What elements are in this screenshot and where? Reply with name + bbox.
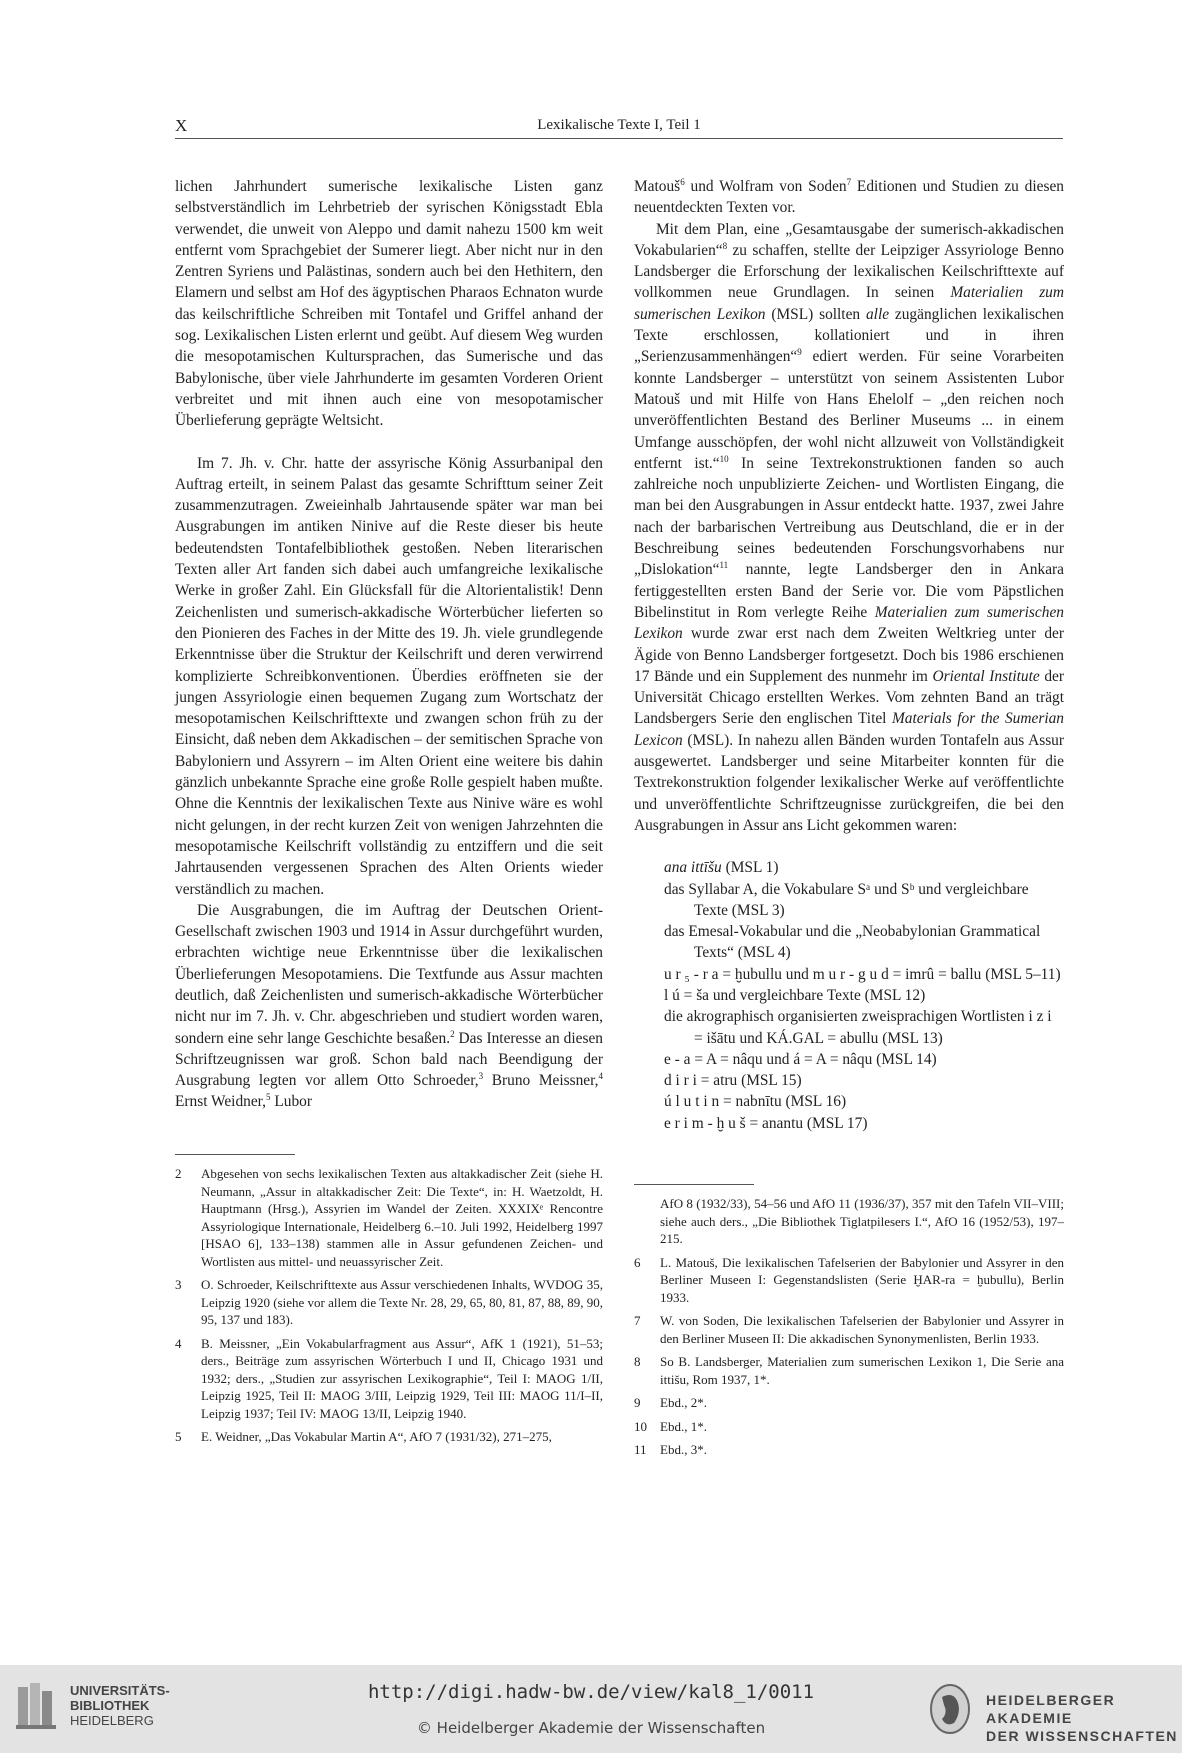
footnote	[175, 1335, 603, 1423]
footnote	[175, 1276, 603, 1329]
footnote-rule	[175, 1154, 295, 1155]
footnote-number: 2	[175, 1166, 182, 1181]
footnote-ref[interactable]: 5	[266, 1092, 271, 1103]
list-item: die akrographisch organisierten zweisprachigen Wortlisten i z i = išātu und KÁ.GAL = abullu (MSL 13)	[664, 1008, 1052, 1047]
footnote	[634, 1418, 1064, 1436]
right-column	[634, 176, 1064, 1134]
footnotes-left	[175, 1140, 603, 1452]
left-column	[175, 176, 603, 1113]
footnote-ref[interactable]: 4	[598, 1071, 603, 1082]
footnote-number: 11	[634, 1442, 647, 1457]
academy-logo-icon	[928, 1683, 972, 1735]
footnote-number: 10	[634, 1418, 647, 1434]
footnote	[175, 1428, 603, 1446]
footnote-ref[interactable]: 9	[797, 347, 802, 358]
academy-name: HEIDELBERGER AKADEMIE DER WISSENSCHAFTEN	[986, 1692, 1178, 1744]
footnote-ref[interactable]: 10	[719, 453, 729, 464]
paragraph: Im 7. Jh. v. Chr. hatte der assyrische König Assurbanipal den Auftrag erteilt, in seinem Palast das gesamte Schrifttum seiner Zeit zusammenzutragen. Zweieinhalb Jahrtausende später war man bei Ausgrabungen im antiken Ninive auf die Reste dieser bis heute bedeutendsten Tontafelbibliothek gestoßen. Neben literarischen Texten aller Art fanden sich dabei auch umfangreiche lexikalische Werke in großer Zahl. Ein Glücksfall für die Altorientalistik! Denn Zeichenlisten und sumerisch-akkadische Wörterbücher lieferten so den Pionieren des Faches in der Mitte des 19. Jh. viele grundlegende Erkenntnisse über die Struktur der Keilschrift und deren verwirrend komplizierte Schreibkonventionen. Überdies eröffneten sie der jungen Assyriologie einen bequemen Zugang zum Wortschatz der mesopotamischen Keilschrifttexte und zwangen schon früh zu der Einsicht, daß neben dem Akkadischen – der semitischen Sprache von Babyloniern und Assyrern – im Alten Orient eine weitere bis dahin gänzlich unbekannte Sprache eine große Rolle gespielt haben mußte. Ohne die Kenntnis der lexikalischen Texte aus Ninive wäre es wohl nicht gelungen, in der recht kurzen Zeit von wenigen Jahrzehnten die mesopotamische Keilschrift vollständig zu entziffern und die seit Jahrtausenden vergessenen Sprachen des Alten Orients wieder verständlich zu machen.	[175, 454, 603, 898]
footnote-text: Ebd., 3*.	[660, 1442, 707, 1457]
paragraph: Die Ausgrabungen, die im Auftrag der Deutschen Orient-Gesellschaft zwischen 1903 und 1914 in Assur durchgeführt wurden, erbrachten wichtige neue Erkenntnisse über die lexikalischen Überlieferungen Mesopotamiens. Die Textfunde aus Assur machten deutlich, daß Zeichenlisten und sumerisch-akkadische Wörterbücher nicht nur im 7. Jh. v. Chr. abgeschrieben und studiert worden waren, sondern eine sehr lange Geschichte besaßen.$^2$ Das Interesse an diesen Schriftzeugnissen war groß. Schon bald nach Beendigung der Ausgrabung legten vor allem Otto Schroeder,$^3$ Bruno Meissner,$^4$ Ernst Weidner,$^5$ Lubor	[175, 901, 603, 1111]
footnote-number	[634, 1195, 660, 1248]
footnote-text: O. Schroeder, Keilschrifttexte aus Assur verschiedenen Inhalts, WVDOG 35, Leipzig 1920 (siehe vor allem die Texte Nr. 28, 29, 65, 80, 81, 87, 88, 89, 90, 95, 137 und 183).	[201, 1277, 603, 1327]
university-library-name: UNIVERSITÄTS- BIBLIOTHEK HEIDELBERG	[70, 1683, 170, 1728]
footnote-ref[interactable]: 6	[680, 176, 685, 187]
paragraph: Mit dem Plan, eine „Gesamtausgabe der sumerisch-akkadischen Vokabularien“$^8$ zu schaffen, stellte der Leipziger Assyriologe Benno Landsberger die Erforschung der lexikalischen Keilschrifttexte auf vollkommen neue Grundlagen. In seinen Materialien zum sumerischen Lexikon (MSL) sollten alle zugänglichen lexikalischen Texte erschlossen, kollationiert und in ihren „Serienzusammenhängen“$^9$ ediert werden. Für seine Vorarbeiten konnte Landsberger – unterstützt von seinem Assistenten Lubor Matouš und mit Hilfe von Hans Ehelolf – „den reichen noch unveröffentlichten Bestand des Berliner Museums ... in einem Umfange ausschöpfen, der wohl nicht allzuweit von Vollständigkeit entfernt ist.“$^{10}$ In seine Textrekonstruktionen fanden so auch zahlreiche noch unpublizierte Zeichen- und Wortlisten Eingang, die man bei den Ausgrabungen in Assur entdeckt hatte. 1937, zwei Jahre nach der barbarischen Vertreibung aus Deutschland, die er in der Beschreibung seines bedeutenden Forschungsvorhabens nur „Dislokation“$^{11}$ nannte, legte Landsberger den in Ankara fertiggestellten ersten Band der Serie vor. Die vom Päpstlichen Bibelinstitut in Rom verlegte Reihe Materialien zum sumerischen Lexikon wurde zwar erst nach dem Zweiten Weltkrieg unter der Ägide von Benno Landsberger fortgesetzt. Doch bis 1986 erschienen 17 Bände und ein Supplement des nunmehr im Oriental Institute der Universität Chicago erstellten Werkes. Vom zehnten Band an trägt Landsbergers Serie den englischen Titel Materials for the Sumerian Lexicon (MSL). In nahezu allen Bänden wurden Tontafeln aus Assur ausgewertet. Landsberger und seine Mitarbeiter konnten für die Textrekonstruktion folgender lexikalischer Werke auf veröffentlichte und unveröffentlichte Schriftzeugnisse zurückgreifen, die bei den Ausgrabungen in Assur ans Licht gekommen waren:	[634, 220, 1064, 834]
footnote-text: Abgesehen von sechs lexikalischen Texten aus altakkadischer Zeit (siehe H. Neumann, „Assur in altakkadischer Zeit: Die Texte“, in: H. Waetzoldt, H. Hauptmann (Hrsg.), Assyrien im Wandel der Zeiten. XXXIXᵉ Rencontre Assyriologique Internationale, Heidelberg 6.–10. Juli 1992, Heidelberg 1997 [HSAO 6], 133–138) stammen alle in Assur gefundenen Zeichen- und Wortlisten aus mittel- und neuassyrischer Zeit.	[201, 1166, 603, 1269]
footnote-ref[interactable]: 8	[722, 240, 728, 251]
list-item: e - a = A = nâqu und á = A = nâqu (MSL 14)	[664, 1050, 937, 1068]
list-item: das Syllabar A, die Vokabulare Sᵃ und Sᵇ und vergleichbare Texte (MSL 3)	[664, 880, 1029, 919]
paragraph: Matouš$^6$ und Wolfram von Soden$^7$ Editionen und Studien zu diesen neuentdeckten Texten vor.	[634, 176, 1064, 217]
footnote	[634, 1353, 1064, 1388]
footnote-text: AfO 8 (1932/33), 54–56 und AfO 11 (1936/37), 357 mit den Tafeln VII–VIII; siehe auch ders., „Die Bibliothek Tiglatpilesers I.“, AfO 16 (1952/53), 197–215.	[660, 1196, 1064, 1246]
permalink-url[interactable]: http://digi.hadw-bw.de/view/kal8_1/0011	[367, 1681, 815, 1703]
list-item: ana ittīšu (MSL 1)	[664, 859, 779, 877]
list-item: ú l u t i n = nabnītu (MSL 16)	[664, 1093, 847, 1111]
page-number: X	[175, 116, 188, 135]
paragraph: lichen Jahrhundert sumerische lexikalische Listen ganz selbstverständlich im Lehrbetrieb der syrischen Königsstadt Ebla verwendet, die unweit von Aleppo und damit nahezu 1500 km weit entfernt vom Sprachgebiet der Sumerer liegt. Aber nicht nur in den Zentren Syriens und Palästinas, sondern auch bei den Hethitern, den Elamern und selbst am Hof des ägyptischen Pharaos Echnaton wurde das keilschriftliche Schreiben mit Tontafel und Griffel anhand der sog. Lexikalischen Listen erlernt und geübt. Auf diesem Weg wurden die mesopotamischen Kultursprachen, das Sumerische und das Babylonische, über viele Jahrhunderte im gesamten Vorderen Orient verbreitet und mit ihnen auch eine von mesopotamischer Überlieferung geprägte Weltsicht.	[175, 178, 603, 430]
running-header	[175, 114, 1063, 139]
footnote	[634, 1195, 1064, 1248]
footnote-text: E. Weidner, „Das Vokabular Martin A“, AfO 7 (1931/32), 271–275,	[201, 1429, 552, 1444]
copyright-notice: © Heidelberger Akademie der Wissenschaften	[416, 1719, 766, 1737]
footnote-number: 5	[175, 1429, 182, 1444]
footnote-number: 7	[634, 1313, 641, 1328]
footnote-number: 4	[175, 1335, 182, 1351]
running-title: Lexikalische Texte I, Teil 1	[537, 117, 701, 133]
footnote-ref[interactable]: 2	[450, 1028, 455, 1039]
list-item: d i r i = atru (MSL 15)	[664, 1072, 802, 1090]
footnote-ref[interactable]: 3	[478, 1071, 484, 1082]
footnote-text: So B. Landsberger, Materialien zum sumerischen Lexikon 1, Die Serie ana ittišu, Rom 1937, 1*.	[660, 1354, 1064, 1387]
footnote-text: B. Meissner, „Ein Vokabularfragment aus Assur“, AfK 1 (1921), 51–53; ders., Beiträge zum assyrischen Wörterbuch I und II, Chicago 1931 und 1932; ders., „Studien zur assyrischen Lexikographie“, Teil I: MAOG 1/II, Leipzig 1925, Teil II: MAOG 3/III, Leipzig 1929, Teil III: MAOG 11/I–II, Leipzig 1937; Teil IV: MAOG 13/II, Leipzig 1940.	[201, 1335, 603, 1421]
footnote-text: W. von Soden, Die lexikalischen Tafelserien der Babylonier und Assyrer in den Berliner Museen II: Die akkadischen Synonymenlisten, Berlin 1933.	[660, 1313, 1064, 1346]
lexical-works-list	[664, 857, 1064, 1134]
footnote-text: Ebd., 2*.	[660, 1395, 707, 1410]
footnote	[634, 1441, 1064, 1459]
list-item: das Emesal-Vokabular und die „Neobabylonian Grammatical Texts“ (MSL 4)	[664, 923, 1041, 962]
footnote-number: 8	[634, 1354, 641, 1369]
footnote-number: 6	[634, 1254, 641, 1270]
footnote-rule	[634, 1184, 754, 1185]
footnote	[634, 1394, 1064, 1412]
footnote	[634, 1312, 1064, 1347]
footnote-number: 9	[634, 1395, 641, 1410]
list-item: e r i m - ḫ u š = anantu (MSL 17)	[664, 1114, 868, 1132]
list-item: l ú = ša und vergleichbare Texte (MSL 12)	[664, 986, 926, 1004]
library-footer	[0, 1665, 1182, 1753]
footnote-ref[interactable]: 7	[846, 176, 852, 187]
footnote	[175, 1165, 603, 1270]
footnote-text: Ebd., 1*.	[660, 1418, 707, 1434]
list-item: u r ₅ - r a = ḫubullu und m u r - g u d = imrû = ballu (MSL 5–11)	[664, 965, 1061, 983]
footnotes-right	[634, 1170, 1064, 1465]
footnote-ref[interactable]: 11	[719, 560, 729, 571]
footnote	[634, 1254, 1064, 1307]
footnote-number: 3	[175, 1277, 182, 1292]
footnote-text: L. Matouš, Die lexikalischen Tafelserien der Babylonier und Assyrer in den Berliner Museen I: Gegenstandslisten (Serie ḪAR-ra = ḫubullu), Berlin 1933.	[660, 1254, 1064, 1305]
